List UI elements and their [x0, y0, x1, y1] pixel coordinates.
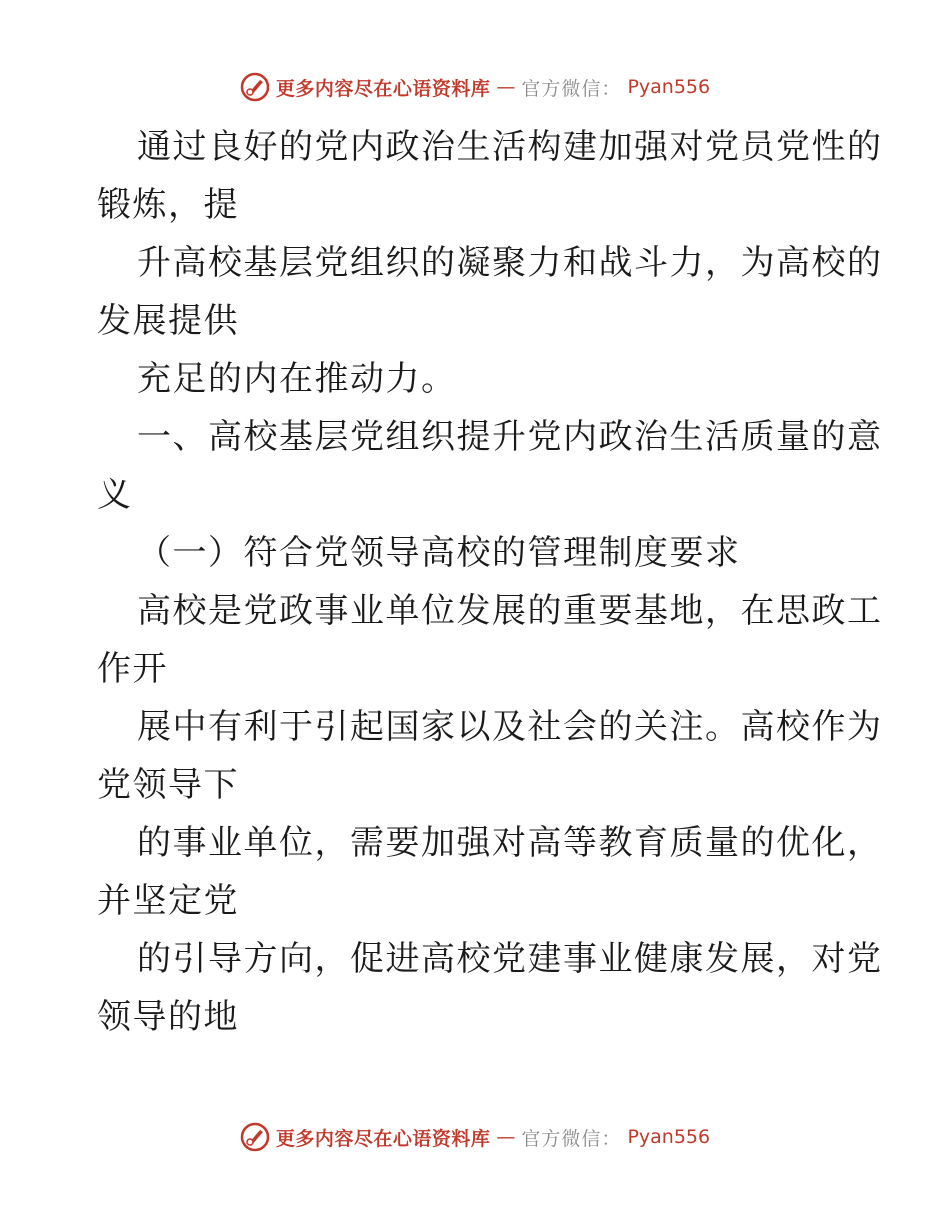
watermark-dash: — — [496, 76, 516, 98]
quill-emblem-icon — [240, 72, 270, 102]
watermark-dash: — — [496, 1126, 516, 1148]
header-watermark — [0, 72, 950, 102]
section-heading-line: 义 — [97, 475, 133, 515]
document-body — [97, 118, 883, 1046]
section-heading-line: 一、高校基层党组织提升党内政治生活质量的意 — [137, 417, 883, 457]
watermark-account: Pyan556 — [627, 76, 711, 98]
text-line: 的事业单位，需要加强对高等教育质量的优化， — [137, 823, 883, 863]
text-line: 通过良好的党内政治生活构建加强对党员党性的 — [137, 127, 883, 167]
watermark-label: 官方微信： — [521, 1127, 622, 1150]
text-line: 升高校基层党组织的凝聚力和战斗力，为高校的 — [137, 243, 883, 283]
text-line: 的引导方向，促进高校党建事业健康发展，对党 — [137, 939, 883, 979]
footer-watermark — [0, 1122, 950, 1152]
text-line: 并坚定党 — [97, 881, 239, 921]
quill-emblem-icon — [240, 1122, 270, 1152]
text-line: 高校是党政事业单位发展的重要基地，在思政工 — [137, 591, 883, 631]
text-line: 锻炼，提 — [97, 185, 239, 225]
text-line: 展中有利于引起国家以及社会的关注。高校作为 — [137, 707, 883, 747]
watermark-account: Pyan556 — [627, 1126, 711, 1148]
watermark-label: 官方微信： — [521, 77, 622, 100]
text-line: 党领导下 — [97, 765, 239, 805]
text-line: 充足的内在推动力。 — [137, 359, 457, 399]
text-line: 作开 — [97, 649, 168, 689]
watermark-main-text: 更多内容尽在心语资料库 — [275, 1127, 491, 1150]
text-line: 发展提供 — [97, 301, 239, 341]
subsection-heading: （一）符合党领导高校的管理制度要求 — [137, 533, 741, 573]
watermark-main-text: 更多内容尽在心语资料库 — [275, 77, 491, 100]
text-line: 领导的地 — [97, 997, 239, 1037]
